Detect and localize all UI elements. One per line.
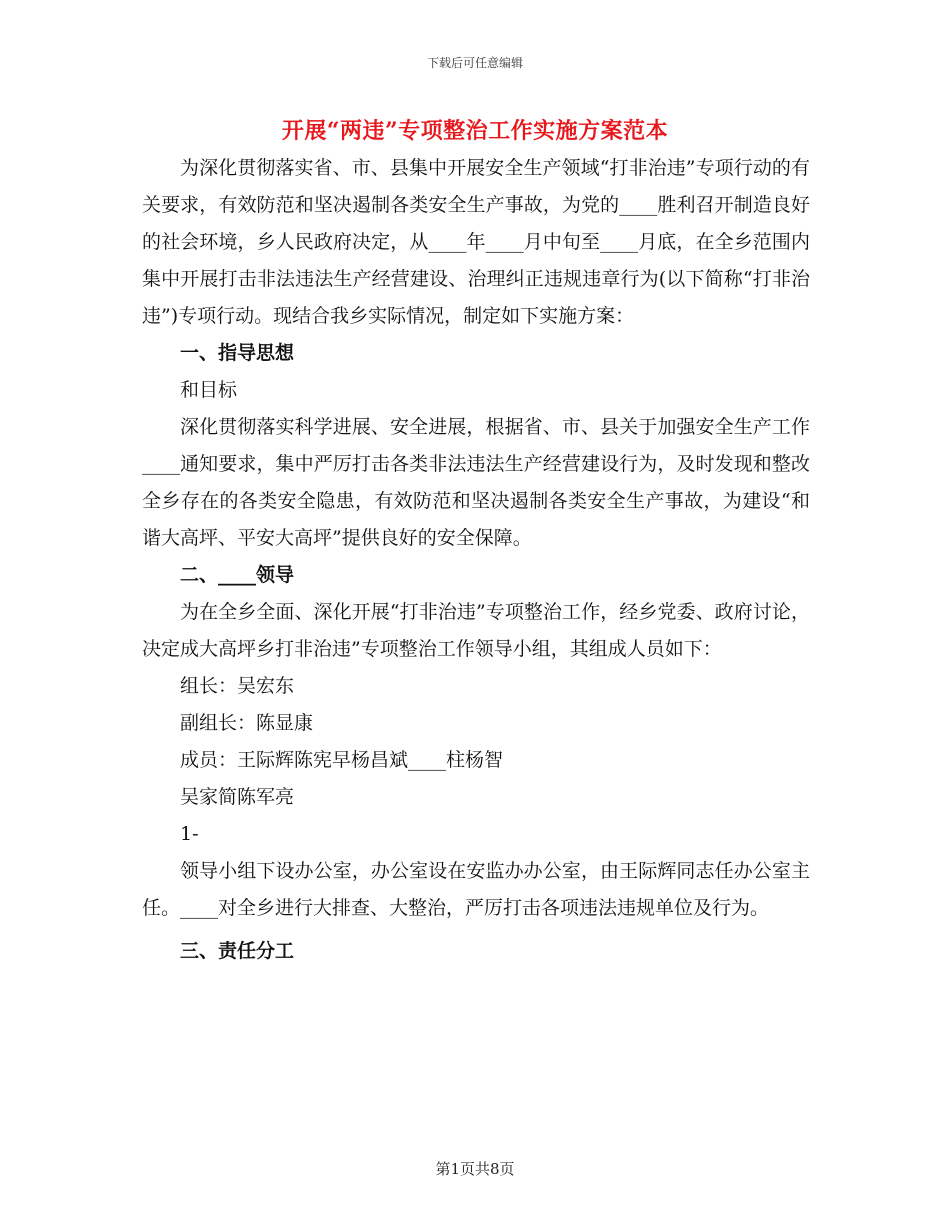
page-footer: 第1页共8页 [435, 1160, 515, 1178]
section-heading-3: 三、责任分工 [180, 940, 295, 962]
vice-leader-line: 副组长：陈显康 [180, 712, 314, 734]
document-title: 开展“两违”专项整治工作实施方案范本 [281, 118, 669, 144]
inline-page-mark: 1- [180, 823, 199, 845]
section-1-paragraph: 深化贯彻落实科学进展、安全进展，根据省、市、县关于加强安全生产工作____通知要求，集中严厉打击各类非法违法生产经营建设行为，及时发现和整改全乡存在的各类安全隐患，有效防范和坚决遏制各类安全生产事故，为建设“和谐大高坪、平安大高坪”提供良好的安全保障。 [142, 416, 810, 549]
header-note: 下载后可任意编辑 [426, 56, 523, 70]
intro-paragraph: 为深化贯彻落实省、市、县集中开展安全生产领域“打非治违”专项行动的有关要求，有效防范和坚决遏制各类安全生产事故，为党的____胜利召开制造良好的社会环境，乡人民政府决定，从____年____月中旬至____月底，在全乡范围内集中开展打击非法违法生产经营建设、治理纠正违规违章行为(以下简称“打非治违”)专项行动。现结合我乡实际情况，制定如下实施方案： [142, 157, 810, 327]
document-body [142, 150, 810, 970]
section-heading-1: 一、指导思想 [180, 342, 295, 364]
members-line-2: 吴家简陈军亮 [180, 786, 295, 808]
leader-line: 组长：吴宏东 [180, 675, 295, 697]
office-paragraph: 领导小组下设办公室，办公室设在安监办办公室，由王际辉同志任办公室主任。____对全乡进行大排查、大整治，严厉打击各项违法违规单位及行为。 [142, 860, 810, 919]
members-line: 成员：王际辉陈宪早杨昌斌____柱杨智 [180, 749, 504, 771]
section-2-paragraph: 为在全乡全面、深化开展“打非治违”专项整治工作，经乡党委、政府讨论，决定成大高坪乡打非治违”专项整治工作领导小组，其组成人员如下： [142, 601, 810, 660]
section-1-subtitle: 和目标 [180, 379, 238, 401]
section-heading-2: 二、____领导 [180, 564, 295, 586]
